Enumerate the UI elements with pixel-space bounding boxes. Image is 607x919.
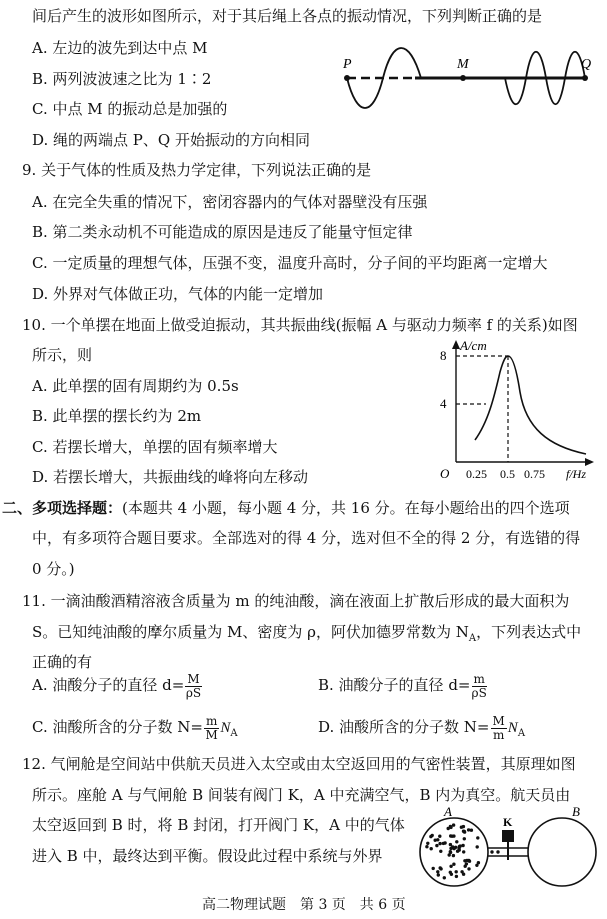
- subscript-a: A: [468, 633, 477, 644]
- q10-option-b: B. 此单摆的摆长约为 2m: [32, 407, 202, 425]
- page-footer: 高二物理试题 第 3 页 共 6 页: [202, 897, 406, 913]
- q9-option-d: D. 外界对气体做正功，气体的内能一定增加: [32, 285, 324, 303]
- label-b: B: [572, 806, 580, 819]
- q11-option-d: D. 油酸所含的分子数 N= $\frac{M}{m}$ $N_A$: [318, 713, 526, 742]
- point-q: [582, 75, 588, 81]
- resonance-curve-figure: [430, 336, 602, 481]
- gas-molecule: [438, 835, 441, 838]
- gas-molecule: [438, 842, 441, 845]
- gas-molecule: [449, 850, 452, 853]
- y-axis-label: A/cm: [460, 338, 487, 353]
- section2-intro-line2: 中，有多项符合题目要求。全部选对的得 4 分，选对但不全的得 2 分，有选错的得: [32, 529, 581, 547]
- q8-option-b: B. 两列波波速之比为 1∶2: [32, 70, 212, 88]
- gas-molecule: [496, 850, 499, 853]
- gas-molecule: [455, 875, 458, 878]
- q8-stem: 间后产生的波形如图所示，对于其后绳上各点的振动情况，下列判断正确的是: [32, 7, 543, 25]
- q12-stem-line2: 所示。座舱 A 与气闸舱 B 间装有阀门 K，A 中充满空气，B 内为真空。航天员由: [32, 786, 571, 804]
- gas-molecule: [439, 866, 442, 869]
- gas-molecule: [452, 823, 455, 826]
- gas-molecule: [458, 848, 461, 851]
- gas-molecule: [450, 873, 453, 876]
- gas-molecule: [448, 853, 451, 856]
- valve-k: [502, 830, 514, 842]
- gas-molecule: [452, 847, 455, 850]
- q9-stem: 9. 关于气体的性质及热力学定律，下列说法正确的是: [22, 161, 372, 179]
- gas-molecule: [449, 843, 452, 846]
- gas-molecule: [490, 850, 493, 853]
- q11-option-b: B. 油酸分子的直径 d= $\frac{m}{\rho S}$: [318, 671, 487, 700]
- origin-label: O: [440, 466, 450, 481]
- q11-stem-line2: S。已知纯油酸的摩尔质量为 M、密度为 ρ，阿伏加德罗常数为 $N_A$，下列表达式中: [32, 623, 582, 644]
- gas-molecule: [451, 835, 454, 838]
- gas-molecule: [443, 876, 446, 879]
- chamber-a: [420, 818, 488, 886]
- gas-molecule: [463, 830, 466, 833]
- point-m: [460, 75, 466, 81]
- gas-molecule: [439, 850, 442, 853]
- q8-option-c: C. 中点 M 的振动总是加强的: [32, 100, 228, 118]
- label-p: P: [343, 57, 352, 72]
- q10-option-c: C. 若摆长增大，单摆的固有频率增大: [32, 438, 278, 456]
- q8-option-a: A. 左边的波先到达中点 M: [32, 39, 208, 57]
- section2-intro-line3: 0 分。): [32, 560, 75, 578]
- q8-option-d: D. 绳的两端点 P、Q 开始振动的方向相同: [32, 131, 310, 149]
- y-tick-4: 4: [440, 396, 447, 411]
- gas-molecule: [467, 867, 470, 870]
- gas-molecule: [465, 859, 468, 862]
- gas-molecule: [461, 844, 464, 847]
- q12-stem-line1: 12. 气闸舱是空间站中供航天员进入太空或由太空返回用的气密性装置，其原理如图: [22, 755, 576, 773]
- x-tick-075: 0.75: [524, 467, 545, 481]
- q11-option-c: C. 油酸所含的分子数 N= $\frac{m}{M}$ $N_A$: [32, 713, 238, 742]
- gas-molecule: [455, 870, 458, 873]
- gas-molecule: [449, 825, 452, 828]
- q11-option-a: A. 油酸分子的直径 d= $\frac{M}{\rho S}$: [32, 671, 202, 700]
- gas-molecule: [442, 842, 445, 845]
- label-q: Q: [581, 57, 592, 72]
- gas-molecule: [434, 839, 437, 842]
- gas-molecule: [432, 867, 435, 870]
- gas-molecule: [460, 826, 463, 829]
- section2-title: 二、多项选择题：: [2, 499, 123, 517]
- gas-molecule: [452, 854, 455, 857]
- airlock-figure: [412, 806, 604, 890]
- gas-molecule: [431, 834, 434, 837]
- gas-molecule: [465, 862, 468, 865]
- y-tick-8: 8: [440, 348, 447, 363]
- q10-stem-line1: 10. 一个单摆在地面上做受迫振动，其共振曲线(振幅 A 与驱动力频率 f 的关系)如图: [22, 316, 578, 334]
- q10-stem-line2: 所示，则: [32, 346, 93, 364]
- gas-molecule: [426, 842, 429, 845]
- chamber-b: [528, 818, 596, 886]
- gas-molecule: [435, 844, 438, 847]
- gas-molecule: [460, 870, 463, 873]
- fraction-m-over-rho-s: $\frac{M}{\rho S}$: [185, 671, 202, 700]
- q10-option-a: A. 此单摆的固有周期约为 0.5s: [32, 377, 239, 395]
- resonance-curve: [475, 356, 586, 454]
- q12-stem-line3: 太空返回到 B 时，将 B 封闭，打开阀门 K，A 中的气体: [32, 816, 405, 834]
- gas-molecule: [476, 836, 479, 839]
- q11-stem-line3: 正确的有: [32, 653, 93, 671]
- section2-intro-line1: 二、多项选择题：(本题共 4 小题，每小题 4 分，共 16 分。在每小题给出的四个选项: [2, 499, 570, 517]
- point-p: [344, 75, 350, 81]
- gas-molecule: [425, 845, 428, 848]
- gas-molecule: [436, 870, 439, 873]
- x-tick-05: 0.5: [500, 467, 515, 481]
- x-tick-025: 0.25: [466, 467, 487, 481]
- gas-molecule: [462, 850, 465, 853]
- fraction-m-over-M: $\frac{m}{M}$: [205, 713, 218, 742]
- q10-option-d: D. 若摆长增大，共振曲线的峰将向左移动: [32, 468, 309, 486]
- fraction-M-over-m: $\frac{M}{m}$: [492, 713, 505, 742]
- gas-molecule: [437, 873, 440, 876]
- gas-molecule: [475, 864, 478, 867]
- q11-stem-line1: 11. 一滴油酸酒精溶液含质量为 m 的纯油酸，滴在液面上扩散后形成的最大面积为: [22, 592, 570, 610]
- q9-option-c: C. 一定质量的理想气体，压强不变，温度升高时，分子间的平均距离一定增大: [32, 254, 548, 272]
- wave-figure: [335, 38, 600, 126]
- label-a: A: [444, 806, 452, 819]
- q9-option-a: A. 在完全失重的情况下，密闭容器内的气体对器壁没有压强: [32, 193, 428, 211]
- gas-molecule: [430, 847, 433, 850]
- gas-molecule: [455, 840, 458, 843]
- fraction-lower-m-over-rho-s: $\frac{m}{\rho S}$: [471, 671, 487, 700]
- q9-option-b: B. 第二类永动机不可能造成的原因是违反了能量守恒定律: [32, 223, 413, 241]
- q12-stem-line4: 进入 B 中，最终达到平衡。假设此过程中系统与外界: [32, 847, 383, 865]
- gas-molecule: [470, 829, 473, 832]
- gas-molecule: [463, 837, 466, 840]
- gas-molecule: [476, 845, 479, 848]
- gas-molecule: [452, 863, 455, 866]
- gas-molecule: [449, 865, 452, 868]
- label-k: K: [503, 815, 513, 829]
- label-m: M: [457, 57, 469, 72]
- x-axis-label: f/Hz: [566, 467, 587, 481]
